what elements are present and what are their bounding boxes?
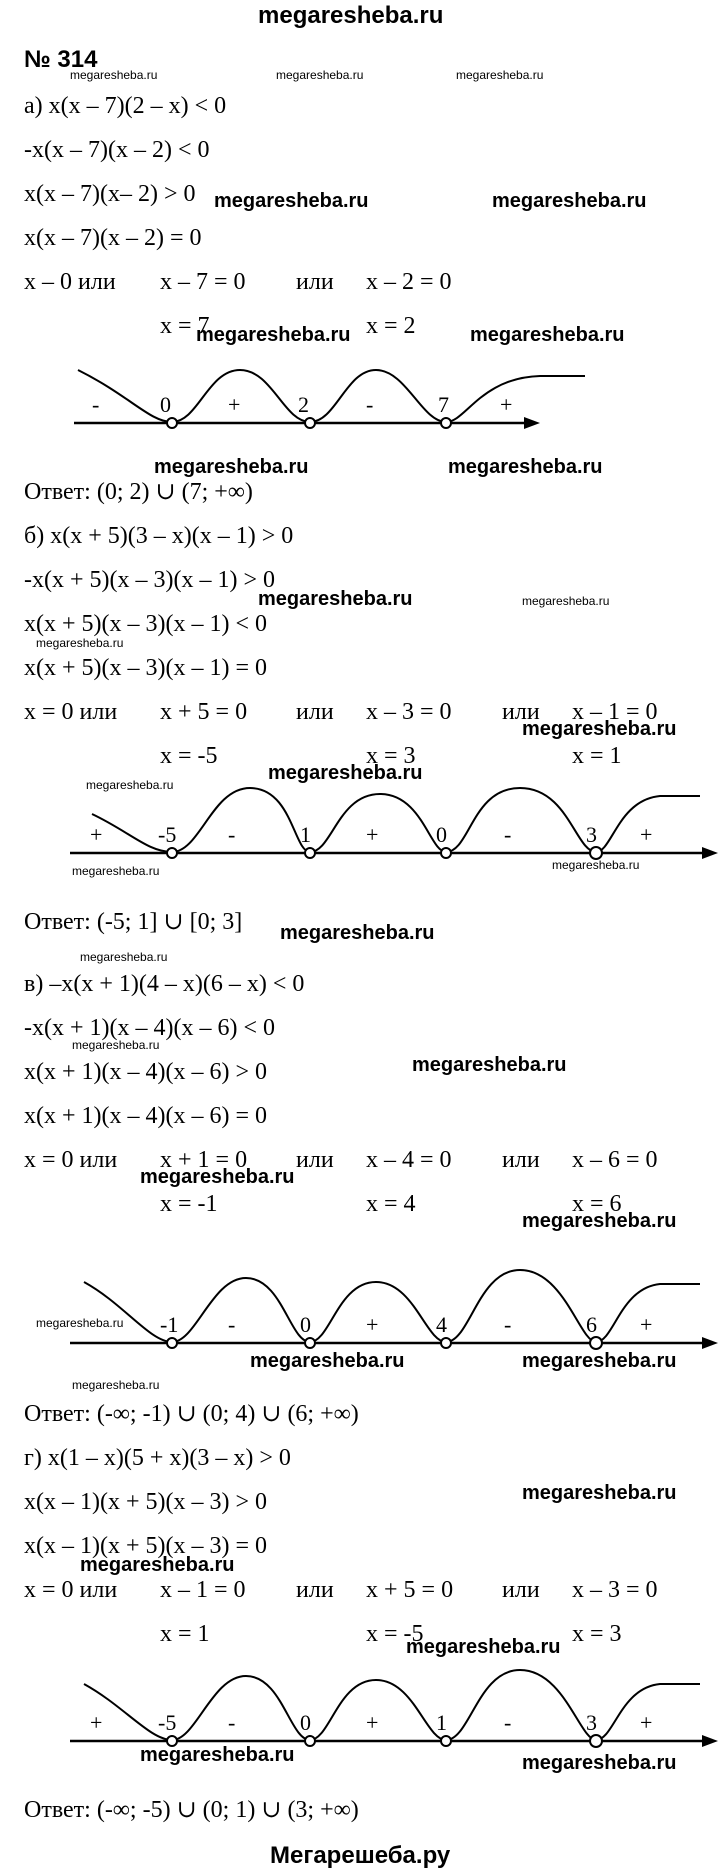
part-d-roots-eq-5: или bbox=[502, 1577, 540, 1603]
watermark: megaresheba.ru bbox=[456, 68, 544, 82]
part-a-roots-eq-3: или bbox=[296, 269, 334, 295]
part-c-line-4: x(x + 1)(x – 4)(x – 6) = 0 bbox=[24, 1103, 268, 1129]
part-d-point-4: 3 bbox=[586, 1710, 597, 1735]
watermark: megaresheba.ru bbox=[140, 1166, 295, 1188]
watermark: megaresheba.ru bbox=[522, 1350, 677, 1372]
part-b-roots-eq-1: x = 0 или bbox=[24, 699, 118, 725]
watermark: megaresheba.ru bbox=[72, 1378, 160, 1392]
part-a-answer: Ответ: (0; 2) ∪ (7; +∞) bbox=[24, 479, 253, 505]
problem-number: № 314 bbox=[24, 46, 98, 73]
part-c-root-3: x = 6 bbox=[572, 1191, 622, 1217]
part-b-roots-eq-3: или bbox=[296, 699, 334, 725]
watermark: megaresheba.ru bbox=[36, 1316, 124, 1330]
part-b-line-2: -x(x + 5)(x – 3)(x – 1) > 0 bbox=[24, 567, 276, 593]
watermark: megaresheba.ru bbox=[154, 456, 309, 478]
part-d-roots-eq-4: x + 5 = 0 bbox=[366, 1577, 454, 1603]
watermark: megaresheba.ru bbox=[552, 858, 640, 872]
watermark: megaresheba.ru bbox=[492, 190, 647, 212]
watermark: megaresheba.ru bbox=[522, 594, 610, 608]
watermark: megaresheba.ru bbox=[470, 324, 625, 346]
part-d-line-3: x(x – 1)(x + 5)(x – 3) = 0 bbox=[24, 1533, 268, 1559]
part-b-root-3: x = 1 bbox=[572, 743, 622, 769]
part-d-sign-3: + bbox=[366, 1710, 379, 1735]
part-a-root-2: x = 2 bbox=[366, 313, 416, 339]
part-d-roots-eq-2: x – 1 = 0 bbox=[160, 1577, 246, 1603]
part-d-sign-2: - bbox=[228, 1710, 236, 1735]
part-a-roots-eq-1: x – 0 или bbox=[24, 269, 116, 295]
watermark: megaresheba.ru bbox=[412, 1054, 567, 1076]
part-d-sign-5: + bbox=[640, 1710, 653, 1735]
part-c-line-2: -x(x + 1)(x – 4)(x – 6) < 0 bbox=[24, 1015, 276, 1041]
part-c-roots-eq-4: x – 4 = 0 bbox=[366, 1147, 452, 1173]
part-c-sign-3: - bbox=[504, 1312, 512, 1337]
part-b-roots-eq-4: x – 3 = 0 bbox=[366, 699, 452, 725]
part-d-point-1: -5 bbox=[158, 1710, 177, 1735]
part-c-roots-eq-3: или bbox=[296, 1147, 334, 1173]
part-b-sign-5: + bbox=[640, 822, 653, 847]
part-c-sign-4: + bbox=[640, 1312, 653, 1337]
part-a-roots-eq-4: x – 2 = 0 bbox=[366, 269, 452, 295]
part-c-point-3: 4 bbox=[436, 1312, 447, 1337]
part-d-roots-eq-1: x = 0 или bbox=[24, 1577, 118, 1603]
watermark: megaresheba.ru bbox=[258, 588, 413, 610]
part-b-line-3: x(x + 5)(x – 3)(x – 1) < 0 bbox=[24, 611, 268, 637]
part-d-point-2: 0 bbox=[300, 1710, 311, 1735]
part-c-answer: Ответ: (-∞; -1) ∪ (0; 4) ∪ (6; +∞) bbox=[24, 1401, 359, 1427]
part-b-line-1: б) x(x + 5)(3 – x)(x – 1) > 0 bbox=[24, 523, 294, 549]
part-b-point-2: 1 bbox=[300, 822, 311, 847]
part-b-root-2: x = 3 bbox=[366, 743, 416, 769]
watermark: megaresheba.ru bbox=[140, 1744, 295, 1766]
part-a-point-2: 2 bbox=[298, 392, 309, 417]
watermark: megaresheba.ru bbox=[276, 68, 364, 82]
watermark: megaresheba.ru bbox=[80, 1554, 235, 1576]
site-footer: Мегарешеба.ру bbox=[270, 1842, 451, 1869]
watermark: megaresheba.ru bbox=[522, 1752, 677, 1774]
watermark: megaresheba.ru bbox=[70, 68, 158, 82]
part-b-answer: Ответ: (-5; 1] ∪ [0; 3] bbox=[24, 909, 243, 935]
watermark: megaresheba.ru bbox=[80, 950, 168, 964]
watermark: megaresheba.ru bbox=[196, 324, 351, 346]
watermark: megaresheba.ru bbox=[522, 1482, 677, 1504]
part-b-sign-diagram bbox=[0, 780, 720, 860]
part-c-roots-eq-2: x + 1 = 0 bbox=[160, 1147, 248, 1173]
part-a-line-2: -x(x – 7)(x – 2) < 0 bbox=[24, 137, 210, 163]
watermark: megaresheba.ru bbox=[268, 762, 423, 784]
part-d-root-1: x = 1 bbox=[160, 1621, 210, 1647]
part-d-sign-diagram bbox=[0, 1662, 720, 1742]
part-b-point-4: 3 bbox=[586, 822, 597, 847]
part-a-point-1: 0 bbox=[160, 392, 171, 417]
part-c-sign-1: - bbox=[228, 1312, 236, 1337]
part-b-sign-1: + bbox=[90, 822, 103, 847]
part-d-sign-1: + bbox=[90, 1710, 103, 1735]
part-a-roots-eq-2: x – 7 = 0 bbox=[160, 269, 246, 295]
part-a-sign-2: + bbox=[228, 392, 241, 417]
part-d-point-3: 1 bbox=[436, 1710, 447, 1735]
part-a-line-4: x(x – 7)(x – 2) = 0 bbox=[24, 225, 202, 251]
watermark: megaresheba.ru bbox=[522, 718, 677, 740]
part-b-sign-3: + bbox=[366, 822, 379, 847]
part-a-line-1: а) x(x – 7)(2 – x) < 0 bbox=[24, 93, 227, 119]
part-c-roots-eq-1: x = 0 или bbox=[24, 1147, 118, 1173]
part-a-line-3: x(x – 7)(x– 2) > 0 bbox=[24, 181, 196, 207]
part-d-root-2: x = -5 bbox=[366, 1621, 424, 1647]
part-c-point-4: 6 bbox=[586, 1312, 597, 1337]
part-a-point-3: 7 bbox=[438, 392, 449, 417]
part-b-point-1: -5 bbox=[158, 822, 177, 847]
part-c-line-1: в) –x(x + 1)(4 – x)(6 – x) < 0 bbox=[24, 971, 305, 997]
site-header: megaresheba.ru bbox=[258, 2, 444, 29]
part-a-sign-1: - bbox=[92, 392, 100, 417]
part-a-sign-3: - bbox=[366, 392, 374, 417]
part-d-answer: Ответ: (-∞; -5) ∪ (0; 1) ∪ (3; +∞) bbox=[24, 1797, 359, 1823]
watermark: megaresheba.ru bbox=[86, 778, 174, 792]
part-d-line-2: x(x – 1)(x + 5)(x – 3) > 0 bbox=[24, 1489, 268, 1515]
watermark: megaresheba.ru bbox=[72, 864, 160, 878]
part-c-roots-eq-6: x – 6 = 0 bbox=[572, 1147, 658, 1173]
watermark: megaresheba.ru bbox=[522, 1210, 677, 1232]
part-d-line-1: г) x(1 – x)(5 + x)(3 – x) > 0 bbox=[24, 1445, 291, 1471]
part-a-root-1: x = 7 bbox=[160, 313, 210, 339]
watermark: megaresheba.ru bbox=[250, 1350, 405, 1372]
watermark: megaresheba.ru bbox=[72, 1038, 160, 1052]
part-b-sign-4: - bbox=[504, 822, 512, 847]
part-d-roots-eq-6: x – 3 = 0 bbox=[572, 1577, 658, 1603]
part-b-roots-eq-5: или bbox=[502, 699, 540, 725]
part-d-root-3: x = 3 bbox=[572, 1621, 622, 1647]
part-d-sign-4: - bbox=[504, 1710, 512, 1735]
watermark: megaresheba.ru bbox=[214, 190, 369, 212]
part-a-sign-4: + bbox=[500, 392, 513, 417]
part-c-sign-2: + bbox=[366, 1312, 379, 1337]
part-b-line-4: x(x + 5)(x – 3)(x – 1) = 0 bbox=[24, 655, 268, 681]
part-c-point-2: 0 bbox=[300, 1312, 311, 1337]
watermark: megaresheba.ru bbox=[36, 636, 124, 650]
part-a-sign-diagram bbox=[0, 360, 720, 440]
part-b-point-3: 0 bbox=[436, 822, 447, 847]
watermark: megaresheba.ru bbox=[448, 456, 603, 478]
watermark: megaresheba.ru bbox=[406, 1636, 561, 1658]
part-d-roots-eq-3: или bbox=[296, 1577, 334, 1603]
part-c-point-1: -1 bbox=[160, 1312, 179, 1337]
part-c-root-2: x = 4 bbox=[366, 1191, 416, 1217]
part-c-root-1: x = -1 bbox=[160, 1191, 218, 1217]
part-b-root-1: x = -5 bbox=[160, 743, 218, 769]
part-c-line-3: x(x + 1)(x – 4)(x – 6) > 0 bbox=[24, 1059, 268, 1085]
watermark: megaresheba.ru bbox=[280, 922, 435, 944]
part-c-roots-eq-5: или bbox=[502, 1147, 540, 1173]
part-b-sign-2: - bbox=[228, 822, 236, 847]
part-b-roots-eq-6: x – 1 = 0 bbox=[572, 699, 658, 725]
part-b-roots-eq-2: x + 5 = 0 bbox=[160, 699, 248, 725]
